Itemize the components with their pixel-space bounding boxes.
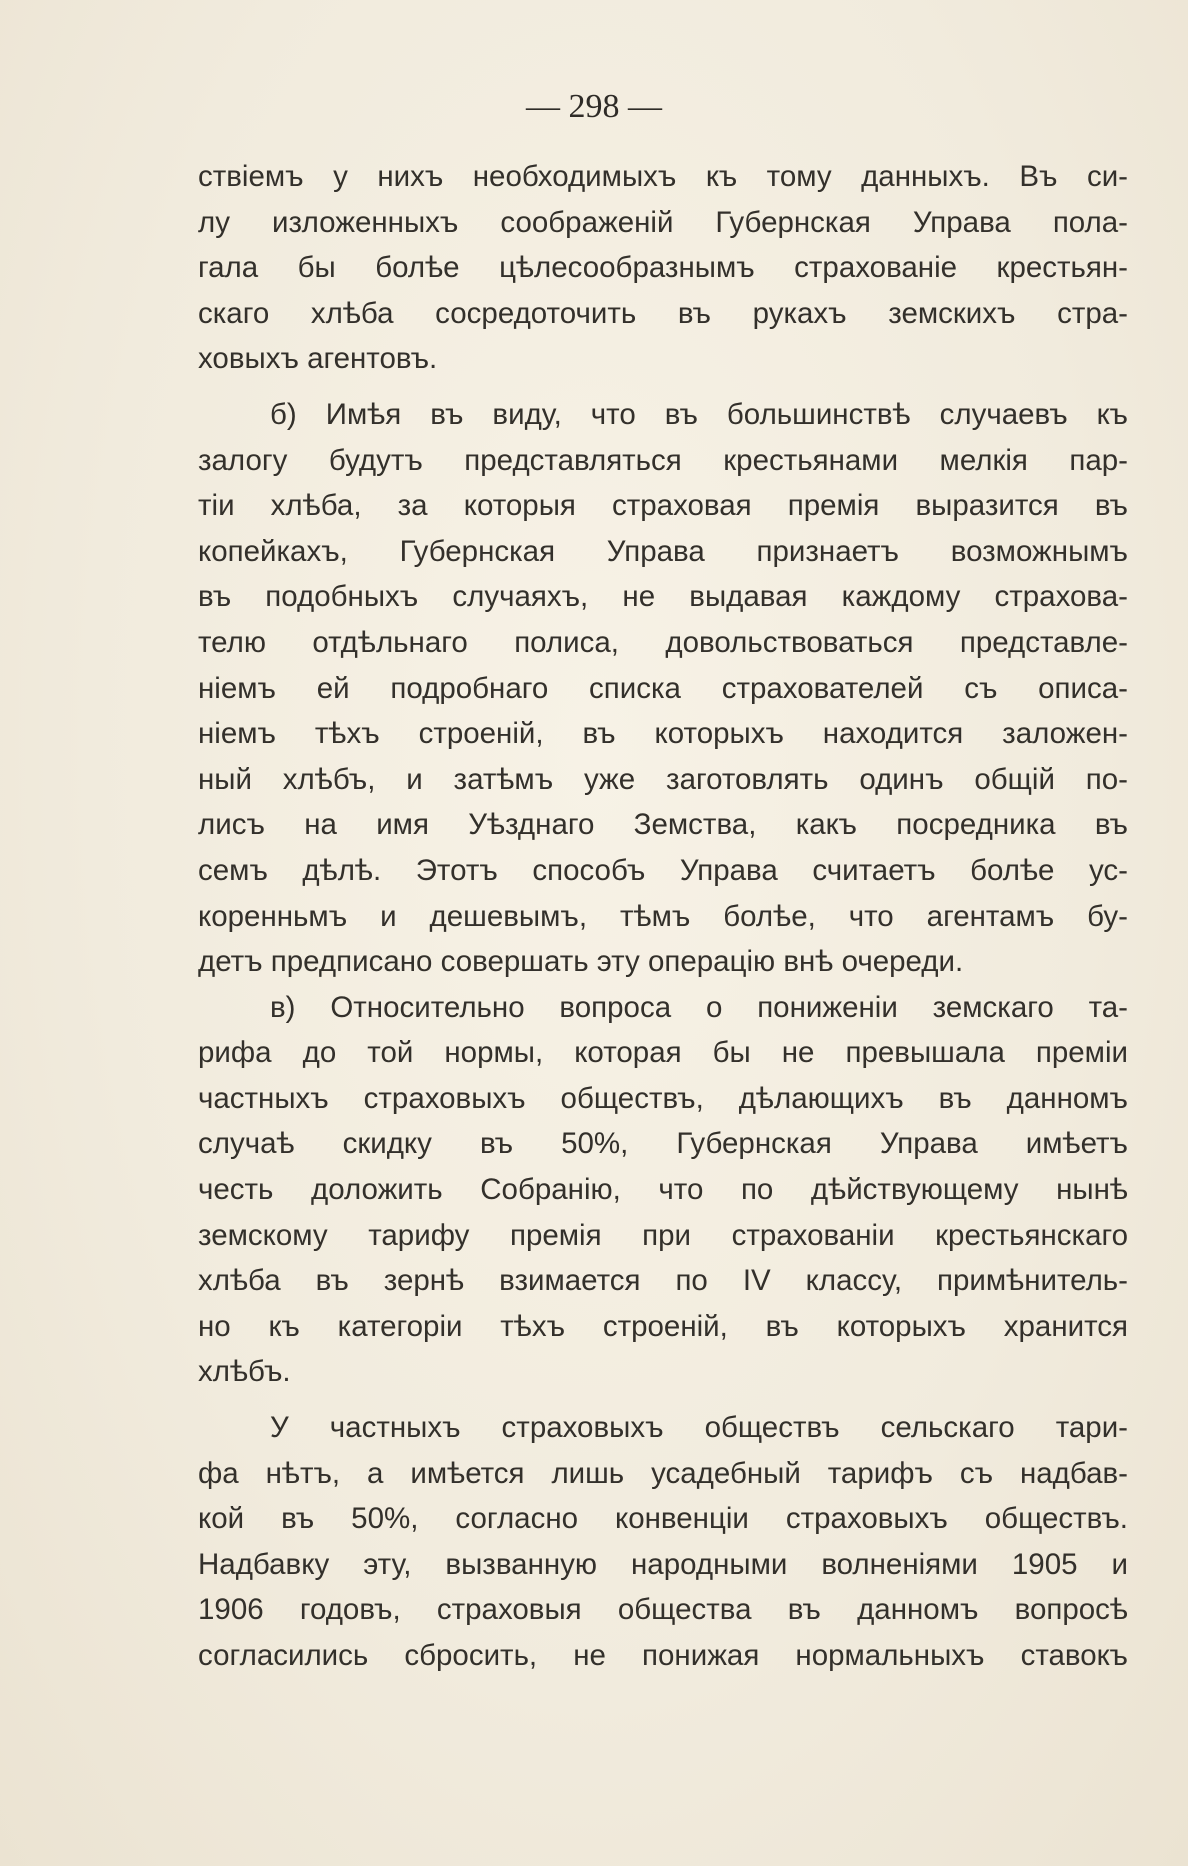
paragraph-gap (198, 382, 1128, 392)
text-line: ховыхъ агентовъ. (198, 342, 438, 376)
text-line: б) Имѣя въ виду, что въ большинствѣ случаевъ къ (270, 397, 1128, 431)
text-line: но къ категоріи тѣхъ строеній, въ которыхъ хранится (198, 1309, 1128, 1343)
text-line: копейкахъ, Губернская Управа признаетъ возможнымъ (198, 534, 1128, 568)
text-line: ніемъ тѣхъ строеній, въ которыхъ находится заложен- (198, 717, 1128, 751)
text-line: согласились сбросить, не понижая нормальныхъ ставокъ (198, 1639, 1128, 1672)
text-line: семъ дѣлѣ. Этотъ способъ Управа считаетъ болѣе ус- (198, 853, 1128, 887)
text-line: детъ предписано совершать эту операцію внѣ очереди. (198, 945, 964, 979)
text-line: хлѣба въ зернѣ взимается по IV классу, примѣнитель- (198, 1264, 1128, 1298)
text-line: фа нѣтъ, а имѣется лишь усадебный тарифъ съ надбав- (198, 1456, 1128, 1490)
text-line: честь доложить Собранію, что по дѣйствующему нынѣ (198, 1173, 1128, 1207)
text-line: тіи хлѣба, за которыя страховая премія выразится въ (198, 489, 1128, 523)
text-line: ствіемъ у нихъ необходимыхъ къ тому данныхъ. Въ си- (198, 160, 1128, 193)
paragraph (198, 985, 1128, 1395)
text-line: хлѣбъ. (198, 1355, 291, 1389)
text-line: случаѣ скидку въ 50%, Губернская Управа имѣетъ (198, 1127, 1128, 1161)
text-line: лисъ на имя Уѣзднаго Земства, какъ посредника въ (198, 808, 1128, 842)
text-line: коренньмъ и дешевымъ, тѣмъ болѣе, что агентамъ бу- (198, 899, 1128, 933)
text-line: телю отдѣльнаго полиса, довольствоваться представле- (198, 625, 1128, 659)
text-line: частныхъ страховыхъ обществъ, дѣлающихъ въ данномъ (198, 1081, 1128, 1115)
text-line: 1906 годовъ, страховыя общества въ данномъ вопросѣ (198, 1593, 1128, 1627)
text-line: земскому тарифу премія при страхованіи крестьянскаго (198, 1218, 1128, 1252)
text-line: в) Относительно вопроса о пониженіи земскаго та- (270, 990, 1128, 1024)
text-line: ніемъ ей подробнаго списка страхователей съ описа- (198, 671, 1128, 705)
text-line: У частныхъ страховыхъ обществъ сельскаго тари- (270, 1411, 1128, 1445)
text-line: ный хлѣбъ, и затѣмъ уже заготовлять одинъ общій по- (198, 762, 1128, 796)
text-line: гала бы болѣе цѣлесообразнымъ страхованіе крестьян- (198, 251, 1128, 285)
text-line: рифа до той нормы, которая бы не превышала преміи (198, 1036, 1128, 1070)
page-number: — 298 — (526, 88, 662, 125)
text-line: въ подобныхъ случаяхъ, не выдавая каждому страхова- (198, 580, 1128, 614)
paragraph (198, 392, 1128, 985)
text-line: лу изложенныхъ соображеній Губернская Управа пола- (198, 205, 1128, 239)
paragraph (198, 154, 1128, 382)
text-line: залогу будутъ представляться крестьянами мелкія пар- (198, 443, 1128, 477)
paragraph (198, 1405, 1128, 1679)
body-text (198, 154, 1128, 1679)
text-line: Надбавку эту, вызванную народными волненіями 1905 и (198, 1547, 1128, 1581)
text-line: скаго хлѣба сосредоточить въ рукахъ земскихъ стра- (198, 296, 1128, 330)
text-line: кой въ 50%, согласно конвенціи страховыхъ обществъ. (198, 1502, 1128, 1536)
paragraph-gap (198, 1395, 1128, 1405)
